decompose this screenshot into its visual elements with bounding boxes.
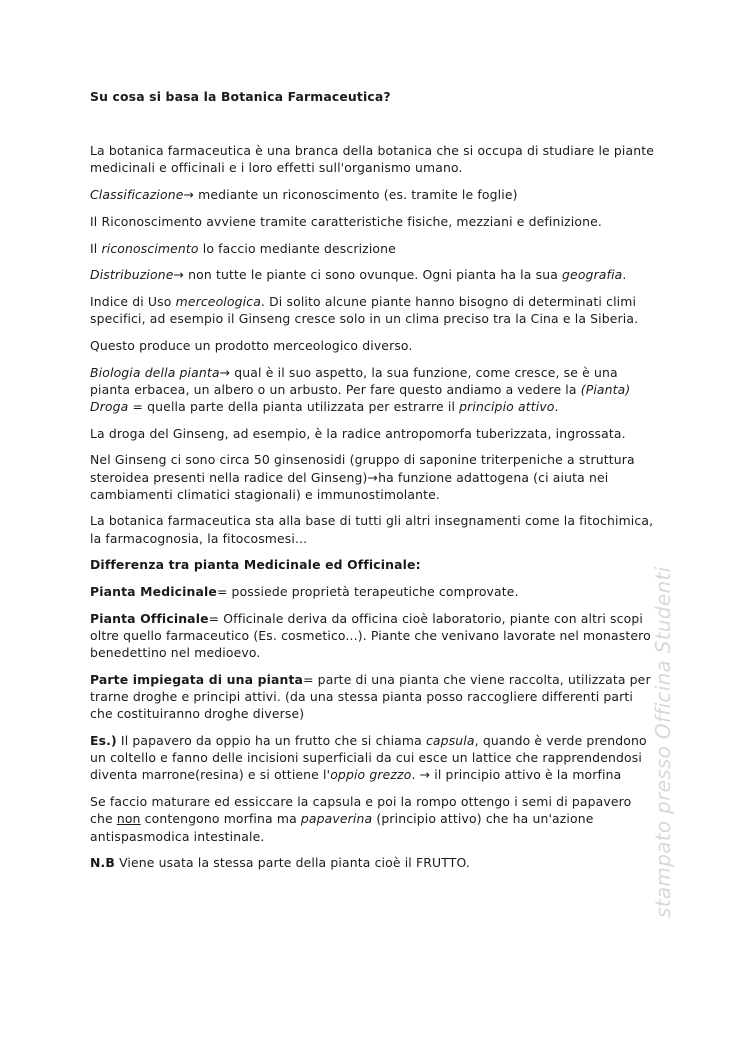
arrow-icon: → — [183, 187, 195, 203]
term-nb: N.B — [90, 855, 115, 871]
paragraph-text: ha funzione adattogena (ci aiuta nei cambiamenti climatici stagionali) e immunostimolante. — [90, 469, 609, 502]
paragraph-ginsenosidi — [90, 451, 658, 503]
term-classificazione: Classificazione — [90, 187, 184, 203]
paragraph-text: = possiede proprietà terapeutiche comprovate. — [216, 584, 519, 600]
paragraph-prodotto: Questo produce un prodotto merceologico diverso. — [90, 337, 413, 353]
paragraph-text: Nel Ginseng ci sono circa 50 ginsenosidi (gruppo di saponine triterpeniche a struttura steroidea presenti nella radice del Ginseng) — [90, 452, 635, 485]
paragraph-merceologica — [90, 293, 658, 327]
term-geografia: geografia — [562, 267, 623, 283]
paragraph-intro: La botanica farmaceutica è una branca della botanica che si occupa di studiare le piante medicinali e officinali e i loro effetti sull'organismo umano. — [90, 143, 655, 176]
paragraph-distribuzione — [90, 266, 658, 283]
paragraph-text: = quella parte della pianta utilizzata per estrarre il — [128, 398, 460, 414]
paragraph-text: (principio attivo) che ha un'azione antispasmodica intestinale. — [90, 811, 594, 844]
term-es: Es.) — [90, 732, 117, 748]
term-capsula: capsula — [425, 732, 475, 748]
document-title: Su cosa si basa la Botanica Farmaceutica? — [90, 89, 391, 104]
arrow-icon: → — [419, 767, 431, 783]
paragraph-nota-bene — [90, 854, 658, 871]
paragraph-text: Il — [90, 240, 102, 256]
paragraph-riconoscimento-2 — [90, 240, 658, 257]
paragraph-parte-impiegata — [90, 671, 658, 723]
arrow-icon: → — [367, 469, 379, 485]
term-oppio-grezzo: oppio grezzo — [330, 767, 412, 783]
paragraph-text: = parte di una pianta che viene raccolta, utilizzata per trarne droghe e principi attivi. (da una stessa pianta posso raccogliere differenti parti che costituiranno droghe diverse) — [90, 671, 651, 722]
document-page — [90, 88, 658, 881]
term-pianta-medicinale: Pianta Medicinale — [90, 584, 217, 600]
section-heading: Differenza tra pianta Medicinale ed Officinale: — [90, 557, 421, 573]
paragraph-text: Indice di Uso — [90, 293, 176, 309]
paragraph-text: non tutte le piante ci sono ovunque. Ogni pianta ha la sua — [184, 267, 563, 283]
paragraph-text: qual è il suo aspetto, la sua funzione, come cresce, se è una pianta erbacea, un albero o un arbusto. Per fare questo andiamo a vedere la — [90, 364, 618, 397]
term-riconoscimento: riconoscimento — [101, 240, 199, 256]
paragraph-classificazione — [90, 186, 658, 203]
watermark: stampato presso Officina Studenti — [651, 566, 675, 918]
paragraph-text: . Di solito alcune piante hanno bisogno di determinati climi specifici, ad esempio il Ginseng cresce solo in un clima preciso tra la Cina e la Siberia. — [90, 293, 639, 327]
term-parte-impiegata: Parte impiegata di una pianta — [90, 671, 304, 687]
term-pianta-officinale: Pianta Officinale — [90, 610, 209, 626]
paragraph-text: il principio attivo è la morfina — [430, 767, 622, 783]
paragraph-text: , quando è verde prendono un coltello e fanno delle incisioni superficiali da cui esce un lattice che rapprendendosi diventa marrone(resina) e si ottiene l' — [90, 732, 647, 783]
paragraph-esempio-papavero — [90, 732, 658, 784]
paragraph-text: Il papavero da oppio ha un frutto che si chiama — [116, 732, 426, 748]
paragraph-text: . — [411, 767, 420, 783]
paragraph-text: . — [622, 267, 627, 283]
term-merceologica: merceologica — [175, 293, 261, 309]
paragraph-text: . — [554, 398, 559, 414]
paragraph-pianta-medicinale — [90, 583, 658, 600]
paragraph-text: lo faccio mediante descrizione — [198, 240, 396, 256]
paragraph-text: mediante un riconoscimento (es. tramite le foglie) — [194, 187, 518, 203]
term-distribuzione: Distribuzione — [90, 267, 174, 283]
paragraph-insegnamenti: La botanica farmaceutica sta alla base di tutti gli altri insegnamenti come la fitochimica, la farmacognosia, la fitocosmesi... — [90, 513, 654, 546]
term-principio-attivo: principio attivo — [459, 398, 555, 414]
paragraph-riconoscimento-1: Il Riconoscimento avviene tramite caratteristiche fisiche, mezziani e definizione. — [90, 213, 602, 229]
term-papaverina: papaverina — [300, 811, 373, 827]
paragraph-biologia — [90, 364, 658, 416]
term-droga: (Pianta) Droga — [90, 381, 631, 414]
paragraph-semi-papavero — [90, 793, 658, 845]
paragraph-text: Se faccio maturare ed essiccare la capsula e poi la rompo ottengo i semi di papavero che — [90, 794, 632, 827]
paragraph-pianta-officinale — [90, 610, 658, 662]
term-biologia: Biologia della pianta — [90, 364, 220, 380]
arrow-icon: → — [173, 267, 185, 283]
paragraph-droga-ginseng: La droga del Ginseng, ad esempio, è la radice antropomorfa tuberizzata, ingrossata. — [90, 425, 626, 441]
paragraph-text: = Officinale deriva da officina cioè laboratorio, piante con altri scopi oltre quello farmaceutico (Es. cosmetico...). Piante che venivano lavorate nel monastero benedettino nel medioevo. — [90, 610, 651, 661]
paragraph-text: Viene usata la stessa parte della pianta cioè il FRUTTO. — [114, 855, 470, 871]
arrow-icon: → — [219, 364, 231, 380]
paragraph-text: contengono morfina ma — [140, 811, 301, 827]
term-non: non — [116, 811, 141, 827]
